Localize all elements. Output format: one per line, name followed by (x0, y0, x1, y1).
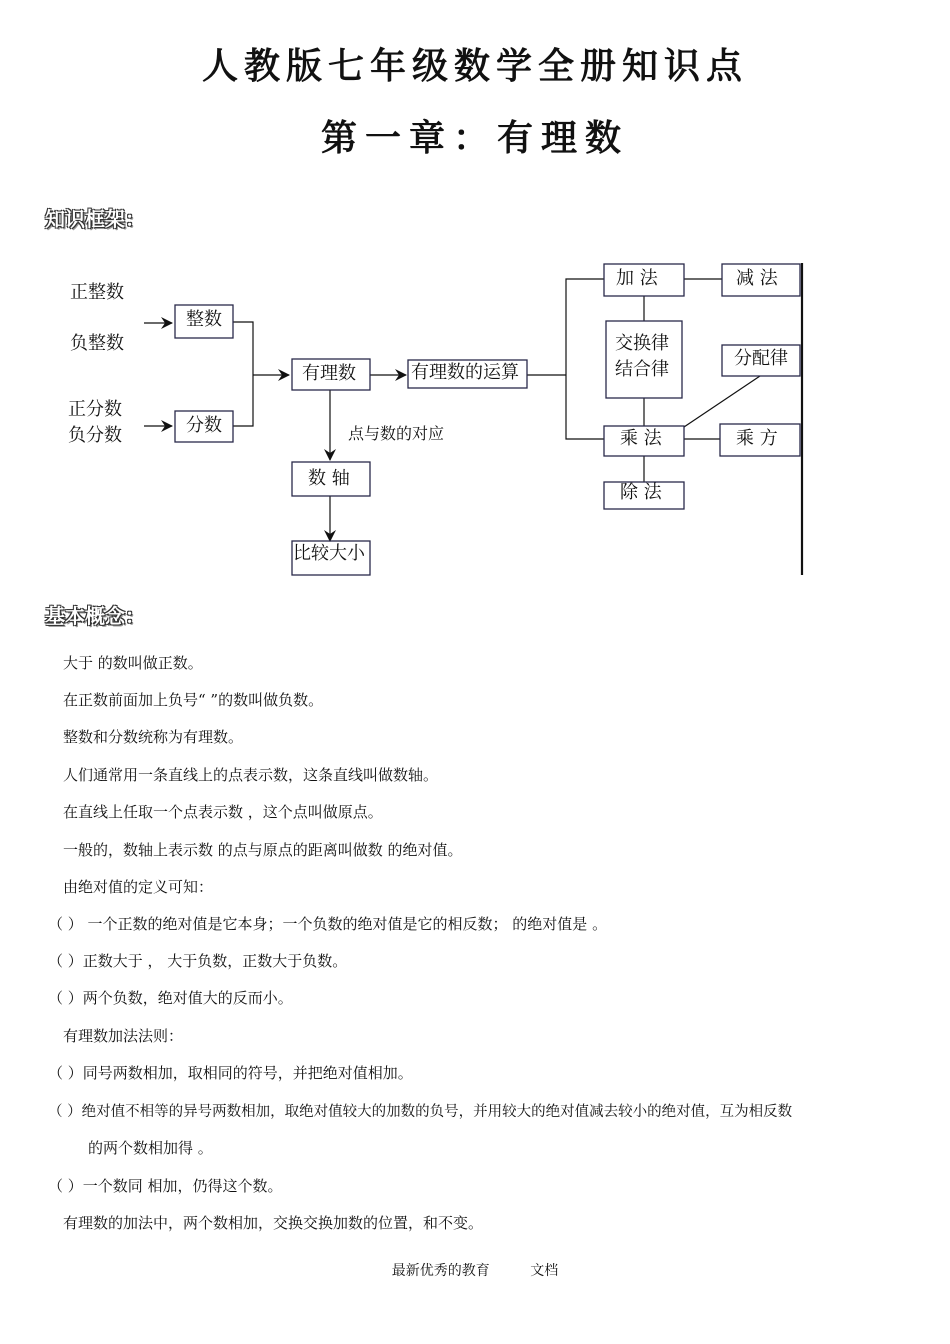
footer-left: 最新优秀的教育 (391, 1263, 490, 1279)
label-add: 加 法 (616, 268, 658, 289)
section-framework-heading: 知识框架： (45, 207, 145, 231)
diagram-connectors (144, 279, 760, 541)
concept-line: （ ）绝对值不相等的异号两数相加，取绝对值较大的加数的负号，并用较大的绝对值减去较小的绝对值，互为相反数 (48, 1104, 793, 1120)
concept-line: 有理数的加法中，两个数相加，交换交换加数的位置，和不变。 (63, 1214, 484, 1232)
label-pow: 乘 方 (736, 428, 778, 449)
label-integer: 整数 (186, 309, 222, 330)
concept-line: 大于 的数叫做正数。 (63, 654, 203, 672)
footer-right: 文档 (530, 1263, 559, 1279)
concept-line: （ ）两个负数，绝对值大的反而小。 (48, 989, 293, 1007)
label-sub: 减 法 (736, 268, 778, 289)
concept-line: （ ） 一个正数的绝对值是它本身；一个负数的绝对值是它的相反数； 的绝对值是 。 (48, 915, 608, 933)
page-footer (0, 1260, 950, 1280)
label-law-commutative: 交换律 (615, 333, 669, 354)
knowledge-framework-diagram (0, 250, 950, 590)
label-neg-frac: 负分数 (68, 425, 122, 446)
concept-line: （ ）正数大于 ， 大于负数，正数大于负数。 (48, 952, 348, 970)
label-distributive: 分配律 (734, 348, 788, 369)
label-pos-frac: 正分数 (68, 399, 122, 420)
label-axis: 数 轴 (308, 468, 350, 489)
concept-line: 在正数前面加上负号“ ”的数叫做负数。 (63, 691, 324, 709)
label-law-associative: 结合律 (615, 359, 669, 380)
label-neg-int: 负整数 (70, 333, 124, 354)
label-pos-int: 正整数 (70, 282, 124, 303)
concept-line: 的两个数相加得 。 (88, 1139, 213, 1157)
concept-line: （ ）同号两数相加，取相同的符号，并把绝对值相加。 (48, 1064, 413, 1082)
label-mapping: 点与数的对应 (348, 424, 445, 443)
label-ops: 有理数的运算 (411, 362, 519, 383)
label-rational: 有理数 (302, 363, 356, 384)
concept-line: 有理数加法法则： (63, 1027, 184, 1045)
concept-line: 一般的，数轴上表示数 的点与原点的距离叫做数 的绝对值。 (63, 841, 463, 859)
concept-line: 人们通常用一条直线上的点表示数，这条直线叫做数轴。 (63, 766, 439, 784)
label-fraction: 分数 (186, 415, 222, 436)
concept-line: 由绝对值的定义可知： (63, 878, 214, 896)
label-div: 除 法 (620, 482, 662, 503)
concept-line: （ ）一个数同 相加，仍得这个数。 (48, 1177, 283, 1195)
concept-line: 整数和分数统称为有理数。 (63, 728, 244, 746)
label-mul: 乘 法 (620, 428, 662, 449)
chapter-title: 第一章：有理数 (320, 118, 629, 159)
section-concepts-heading: 基本概念： (45, 604, 145, 628)
concept-line: 在直线上任取一个点表示数 ，这个点叫做原点。 (63, 803, 383, 821)
document-title: 人教版七年级数学全册知识点 (201, 46, 748, 87)
label-compare: 比较大小 (293, 543, 365, 564)
